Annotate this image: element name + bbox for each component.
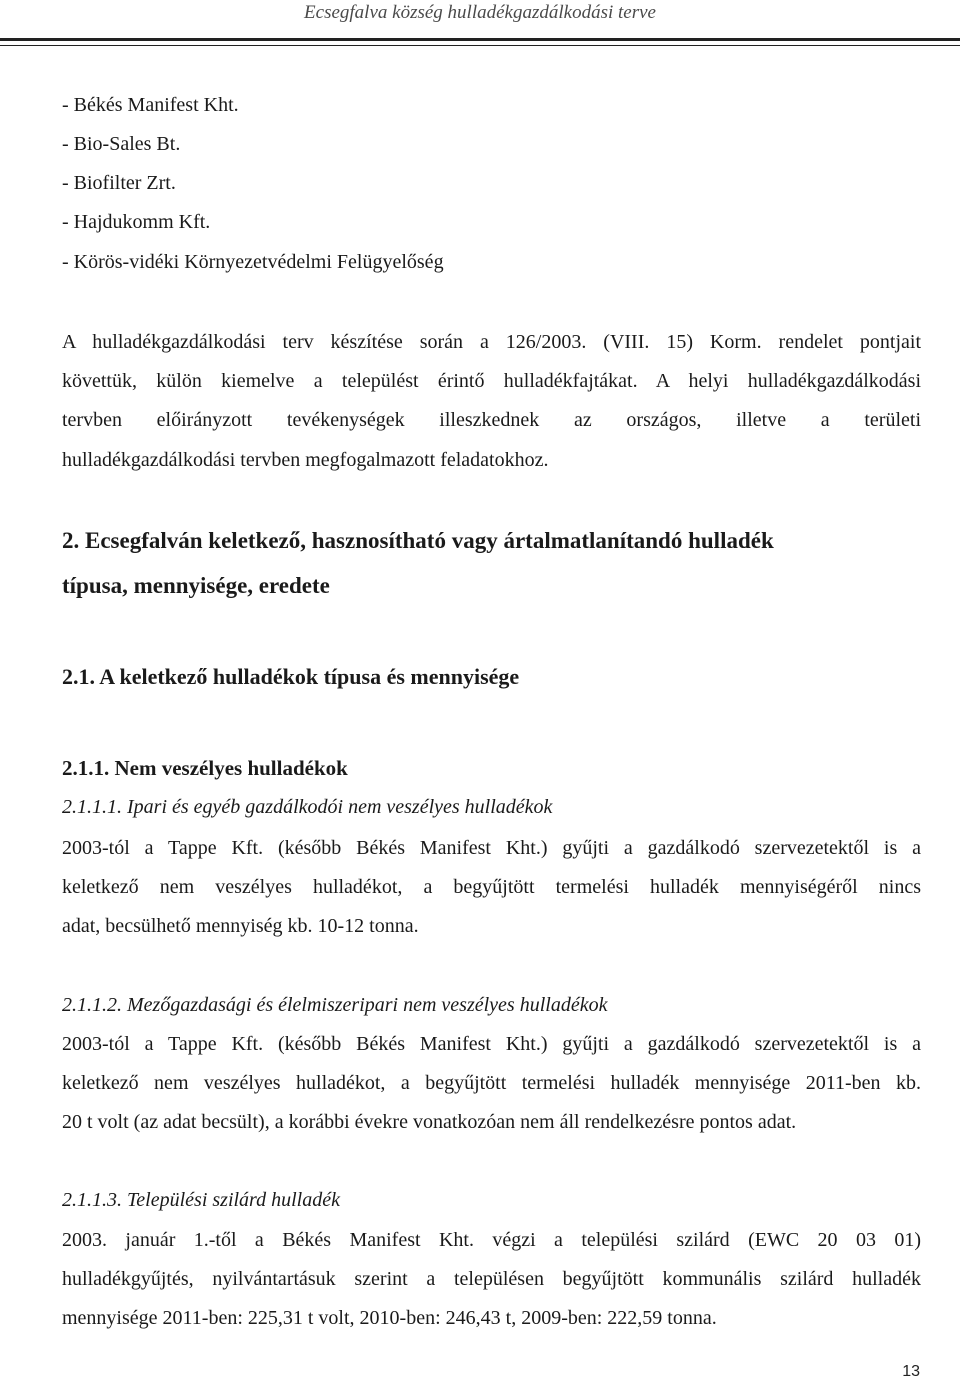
header-rule-thick bbox=[0, 38, 960, 41]
paragraph-line: hulladékgyűjtés, nyilvántartásuk szerint a településen begyűjtött kommunális szilárd hulladék bbox=[62, 1268, 921, 1290]
section-2-1-1-2-title: 2.1.1.2. Mezőgazdasági és élelmiszeripari nem veszélyes hulladékok bbox=[62, 994, 608, 1016]
company-list-item: - Biofilter Zrt. bbox=[62, 172, 176, 194]
section-2-1-1-title: 2.1.1. Nem veszélyes hulladékok bbox=[62, 756, 348, 780]
paragraph-line: 2003. január 1.-től a Békés Manifest Kht. végzi a települési szilárd (EWC 20 03 01) bbox=[62, 1229, 921, 1251]
paragraph-line: keletkező nem veszélyes hulladékot, a begyűjtött termelési hulladék mennyisége 2011-ben kb. bbox=[62, 1072, 921, 1094]
paragraph-line: 2003-tól a Tappe Kft. (később Békés Manifest Kht.) gyűjti a gazdálkodó szervezetektől is a bbox=[62, 837, 921, 859]
company-list-item: - Körös-vidéki Környezetvédelmi Felügyelőség bbox=[62, 251, 444, 273]
section-2-title-cont: típusa, mennyisége, eredete bbox=[62, 573, 330, 598]
section-2-1-1-1-title: 2.1.1.1. Ipari és egyéb gazdálkodói nem veszélyes hulladékok bbox=[62, 796, 553, 818]
section-2-title: 2. Ecsegfalván keletkező, hasznosítható vagy ártalmatlanítandó hulladék bbox=[62, 528, 774, 553]
intro-line: tervben előirányzott tevékenységek illeszkednek az országos, illetve a területi bbox=[62, 409, 921, 431]
section-2-1-title: 2.1. A keletkező hulladékok típusa és mennyisége bbox=[62, 664, 520, 689]
paragraph-line: 2003-tól a Tappe Kft. (később Békés Manifest Kht.) gyűjti a gazdálkodó szervezetektől is a bbox=[62, 1033, 921, 1055]
paragraph-line: adat, becsülhető mennyiség kb. 10-12 tonna. bbox=[62, 915, 419, 937]
company-list-item: - Hajdukomm Kft. bbox=[62, 211, 211, 233]
page-number: 13 bbox=[902, 1363, 920, 1380]
section-2-1-1-3-title: 2.1.1.3. Települési szilárd hulladék bbox=[62, 1189, 340, 1211]
intro-line: hulladékgazdálkodási tervben megfogalmazott feladatokhoz. bbox=[62, 449, 549, 471]
header-rule-thin bbox=[0, 45, 960, 46]
paragraph-line: mennyisége 2011-ben: 225,31 t volt, 2010-ben: 246,43 t, 2009-ben: 222,59 tonna. bbox=[62, 1307, 717, 1329]
intro-line: A hulladékgazdálkodási terv készítése során a 126/2003. (VIII. 15) Korm. rendelet pontjait bbox=[62, 331, 921, 353]
intro-line: követtük, külön kiemelve a települést érintő hulladékfajtákat. A helyi hulladékgazdálkodási bbox=[62, 370, 921, 392]
paragraph-line: keletkező nem veszélyes hulladékot, a begyűjtött termelési hulladék mennyiségéről nincs bbox=[62, 876, 921, 898]
company-list-item: - Bio-Sales Bt. bbox=[62, 133, 181, 155]
running-header: Ecsegfalva község hulladékgazdálkodási terve bbox=[304, 2, 656, 23]
paragraph-line: 20 t volt (az adat becsült), a korábbi évekre vonatkozóan nem áll rendelkezésre pontos adat. bbox=[62, 1111, 797, 1133]
company-list-item: - Békés Manifest Kht. bbox=[62, 94, 239, 116]
